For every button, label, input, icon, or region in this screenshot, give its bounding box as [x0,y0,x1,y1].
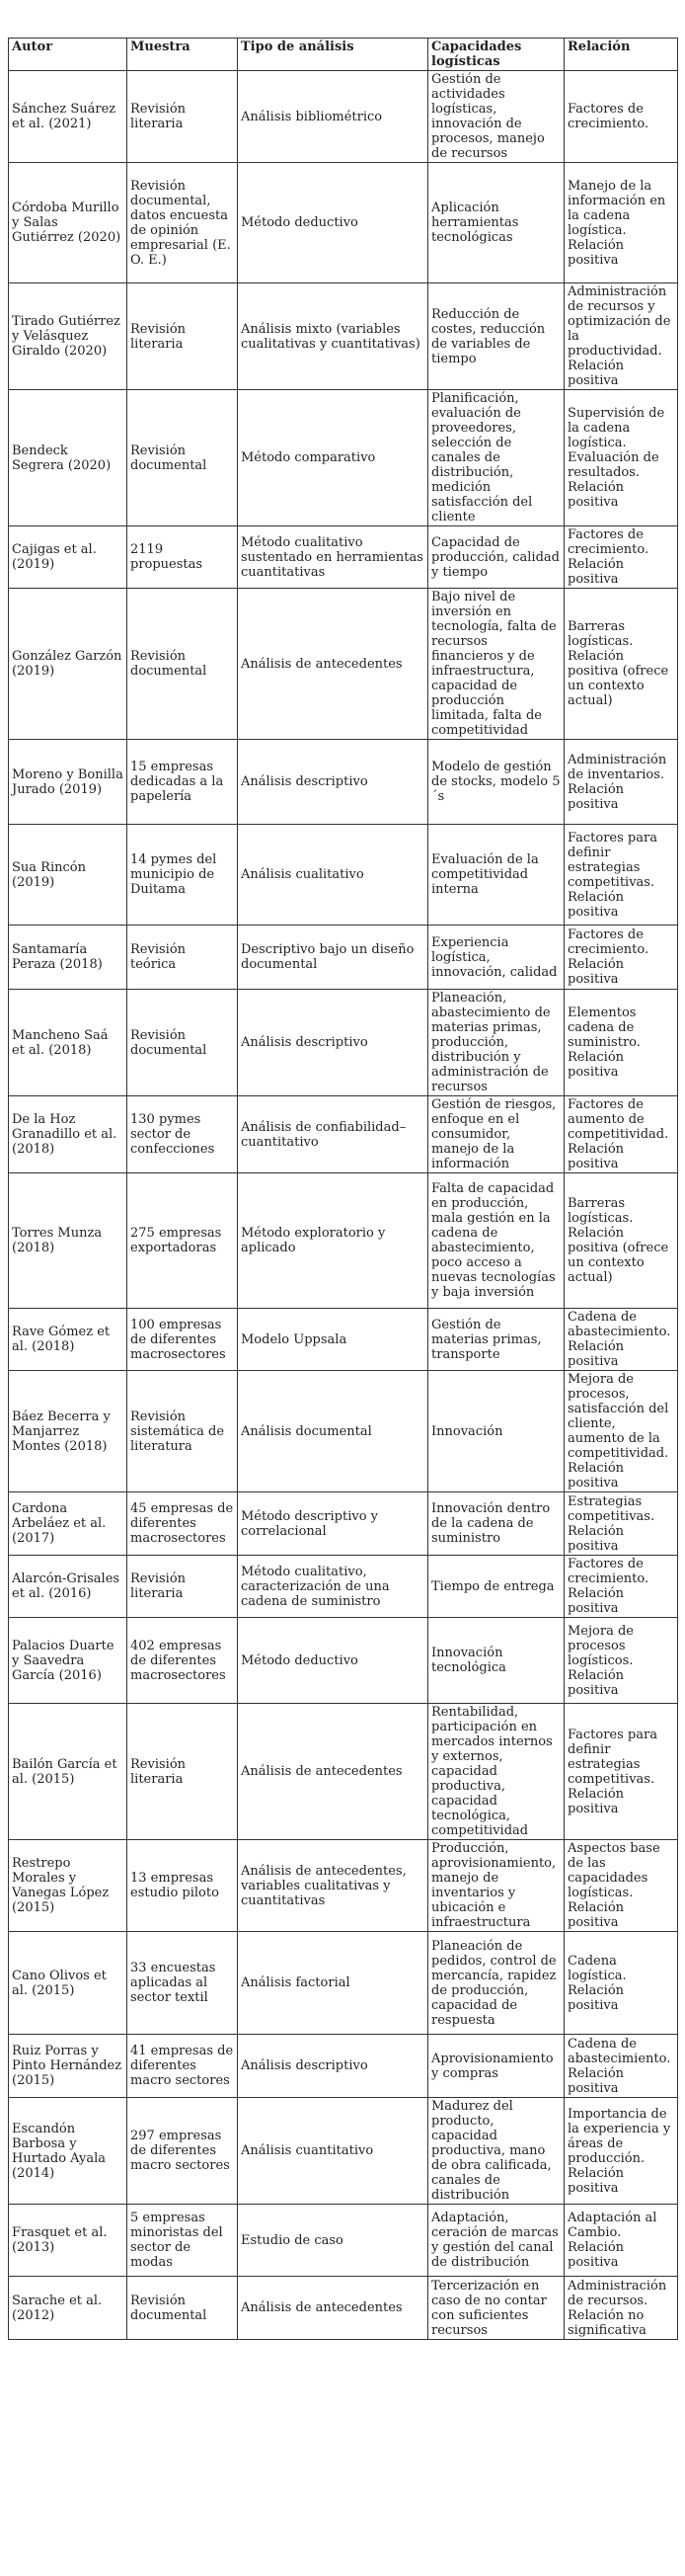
cell-relation: Administración de recursos y optimización de la productividad. Relación positiva [565,283,678,390]
cell-sample: Revisión documental [127,589,238,740]
table-row [9,71,678,163]
table-row [9,2205,678,2277]
cell-author: González Garzón (2019) [9,589,127,740]
cell-capabilities: Modelo de gestión de stocks, modelo 5´s [428,740,565,825]
table-row [9,740,678,825]
cell-sample: 45 empresas de diferentes macrosectores [127,1492,238,1556]
cell-analysis-type: Análisis cuantitativo [238,2098,428,2205]
cell-analysis-type: Análisis de confiabilidad–cuantitativo [238,1096,428,1173]
cell-sample: Revisión literaria [127,1556,238,1618]
table-row [9,2277,678,2340]
cell-author: Córdoba Murillo y Salas Gutiérrez (2020) [9,163,127,283]
table-row [9,1840,678,1932]
cell-sample: 13 empresas estudio piloto [127,1840,238,1932]
cell-sample: Revisión documental [127,2277,238,2340]
header-analysis-type: Tipo de análisis [238,39,428,71]
table-row [9,2035,678,2098]
cell-capabilities: Madurez del producto, capacidad productiva, mano de obra calificada, canales de distribución [428,2098,565,2205]
cell-relation: Barreras logísticas. Relación positiva (ofrece un contexto actual) [565,589,678,740]
cell-relation: Elementos cadena de suministro. Relación positiva [565,990,678,1096]
cell-author: Sarache et al. (2012) [9,2277,127,2340]
cell-capabilities: Experiencia logística, innovación, calidad [428,926,565,990]
cell-analysis-type: Método descriptivo y correlacional [238,1492,428,1556]
cell-capabilities: Bajo nivel de inversión en tecnología, falta de recursos financieros y de infraestructura, capacidad de producción limitada, falta de competitividad [428,589,565,740]
cell-analysis-type: Método deductivo [238,163,428,283]
cell-analysis-type: Análisis documental [238,1371,428,1492]
table-row [9,1096,678,1173]
cell-sample: 297 empresas de diferentes macro sectores [127,2098,238,2205]
cell-analysis-type: Descriptivo bajo un diseño documental [238,926,428,990]
cell-analysis-type: Estudio de caso [238,2205,428,2277]
cell-relation: Aspectos base de las capacidades logísticas. Relación positiva [565,1840,678,1932]
cell-relation: Adaptación al Cambio. Relación positiva [565,2205,678,2277]
cell-analysis-type: Método cualitativo, caracterización de una cadena de suministro [238,1556,428,1618]
header-author: Autor [9,39,127,71]
cell-capabilities: Gestión de actividades logísticas, innovación de procesos, manejo de recursos [428,71,565,163]
cell-capabilities: Aprovisionamiento y compras [428,2035,565,2098]
cell-author: Cano Olivos et al. (2015) [9,1932,127,2035]
cell-capabilities: Planificación, evaluación de proveedores, selección de canales de distribución, medición satisfacción del cliente [428,390,565,526]
cell-author: Báez Becerra y Manjarrez Montes (2018) [9,1371,127,1492]
cell-sample: 2119 propuestas [127,526,238,589]
header-sample: Muestra [127,39,238,71]
cell-author: Rave Gómez et al. (2018) [9,1309,127,1371]
cell-author: Tirado Gutiérrez y Velásquez Giraldo (2020) [9,283,127,390]
cell-author: Palacios Duarte y Saavedra García (2016) [9,1618,127,1704]
table-row [9,1371,678,1492]
cell-author: Frasquet et al. (2013) [9,2205,127,2277]
cell-relation: Administración de inventarios. Relación positiva [565,740,678,825]
table-row [9,526,678,589]
cell-relation: Factores de aumento de competitividad. Relación positiva [565,1096,678,1173]
cell-relation: Supervisión de la cadena logística. Evaluación de resultados. Relación positiva [565,390,678,526]
table-row [9,825,678,926]
cell-relation: Administración de recursos. Relación no significativa [565,2277,678,2340]
cell-sample: 402 empresas de diferentes macrosectores [127,1618,238,1704]
cell-author: Mancheno Saá et al. (2018) [9,990,127,1096]
cell-analysis-type: Análisis bibliométrico [238,71,428,163]
cell-capabilities: Gestión de materias primas, transporte [428,1309,565,1371]
cell-sample: 5 empresas minoristas del sector de modas [127,2205,238,2277]
table-row [9,1704,678,1840]
cell-relation: Manejo de la información en la cadena logística. Relación positiva [565,163,678,283]
cell-capabilities: Planeación de pedidos, control de mercancía, rapidez de producción, capacidad de respuesta [428,1932,565,2035]
cell-analysis-type: Análisis de antecedentes [238,589,428,740]
cell-analysis-type: Análisis descriptivo [238,740,428,825]
cell-analysis-type: Análisis factorial [238,1932,428,2035]
table-row [9,1932,678,2035]
cell-author: Santamaría Peraza (2018) [9,926,127,990]
cell-relation: Factores de crecimiento. Relación positiva [565,526,678,589]
cell-sample: Revisión teórica [127,926,238,990]
table-row [9,926,678,990]
cell-analysis-type: Método cualitativo sustentado en herramientas cuantitativas [238,526,428,589]
cell-relation: Factores de crecimiento. [565,71,678,163]
cell-capabilities: Tercerización en caso de no contar con suficientes recursos [428,2277,565,2340]
table-row [9,163,678,283]
table-row [9,1556,678,1618]
cell-capabilities: Capacidad de producción, calidad y tiempo [428,526,565,589]
cell-analysis-type: Análisis de antecedentes [238,2277,428,2340]
cell-relation: Cadena de abastecimiento. Relación positiva [565,2035,678,2098]
cell-sample: 15 empresas dedicadas a la papelería [127,740,238,825]
cell-author: Sánchez Suárez et al. (2021) [9,71,127,163]
header-relation: Relación [565,39,678,71]
table-row [9,1492,678,1556]
cell-sample: 130 pymes sector de confecciones [127,1096,238,1173]
cell-capabilities: Falta de capacidad en producción, mala gestión en la cadena de abastecimiento, poco acceso a nuevas tecnologías y baja inversión [428,1173,565,1309]
cell-capabilities: Planeación, abastecimiento de materias primas, producción, distribución y administración de recursos [428,990,565,1096]
cell-capabilities: Evaluación de la competitividad interna [428,825,565,926]
cell-capabilities: Rentabilidad, participación en mercados internos y externos, capacidad productiva, capacidad tecnológica, competitividad [428,1704,565,1840]
cell-relation: Factores de crecimiento. Relación positiva [565,926,678,990]
cell-sample: Revisión documental [127,390,238,526]
cell-sample: Revisión literaria [127,1704,238,1840]
cell-relation: Mejora de procesos logísticos. Relación positiva [565,1618,678,1704]
cell-analysis-type: Análisis mixto (variables cualitativas y cuantitativas) [238,283,428,390]
cell-capabilities: Innovación tecnológica [428,1618,565,1704]
cell-analysis-type: Análisis cualitativo [238,825,428,926]
cell-capabilities: Producción, aprovisionamiento, manejo de inventarios y ubicación e infraestructura [428,1840,565,1932]
cell-relation: Mejora de procesos, satisfacción del cliente, aumento de la competitividad. Relación positiva [565,1371,678,1492]
cell-analysis-type: Modelo Uppsala [238,1309,428,1371]
cell-author: Ruiz Porras y Pinto Hernández (2015) [9,2035,127,2098]
table-row [9,589,678,740]
cell-analysis-type: Análisis descriptivo [238,990,428,1096]
header-row [9,39,678,71]
cell-sample: 275 empresas exportadoras [127,1173,238,1309]
cell-author: Moreno y Bonilla Jurado (2019) [9,740,127,825]
table-row [9,390,678,526]
table-row [9,1309,678,1371]
cell-author: Bailón García et al. (2015) [9,1704,127,1840]
cell-author: Alarcón-Grisales et al. (2016) [9,1556,127,1618]
cell-author: Restrepo Morales y Vanegas López (2015) [9,1840,127,1932]
table-row [9,1618,678,1704]
cell-sample: Revisión literaria [127,71,238,163]
table-row [9,990,678,1096]
cell-capabilities: Aplicación herramientas tecnológicas [428,163,565,283]
cell-capabilities: Reducción de costes, reducción de variables de tiempo [428,283,565,390]
cell-capabilities: Innovación [428,1371,565,1492]
cell-author: Bendeck Segrera (2020) [9,390,127,526]
cell-sample: 14 pymes del municipio de Duitama [127,825,238,926]
cell-capabilities: Gestión de riesgos, enfoque en el consumidor, manejo de la información [428,1096,565,1173]
cell-relation: Estrategias competitivas. Relación positiva [565,1492,678,1556]
cell-relation: Cadena de abastecimiento. Relación positiva [565,1309,678,1371]
cell-sample: 41 empresas de diferentes macro sectores [127,2035,238,2098]
cell-author: Torres Munza (2018) [9,1173,127,1309]
cell-relation: Factores para definir estrategias competitivas. Relación positiva [565,1704,678,1840]
logistics-capabilities-table [8,38,678,2340]
cell-sample: Revisión documental [127,990,238,1096]
cell-analysis-type: Análisis descriptivo [238,2035,428,2098]
cell-analysis-type: Análisis de antecedentes [238,1704,428,1840]
table-row [9,1173,678,1309]
cell-relation: Factores de crecimiento. Relación positiva [565,1556,678,1618]
cell-capabilities: Innovación dentro de la cadena de suministro [428,1492,565,1556]
cell-sample: Revisión sistemática de literatura [127,1371,238,1492]
cell-sample: Revisión literaria [127,283,238,390]
cell-analysis-type: Método deductivo [238,1618,428,1704]
cell-analysis-type: Método comparativo [238,390,428,526]
cell-relation: Barreras logísticas. Relación positiva (ofrece un contexto actual) [565,1173,678,1309]
table-row [9,2098,678,2205]
cell-author: Escandón Barbosa y Hurtado Ayala (2014) [9,2098,127,2205]
cell-sample: 33 encuestas aplicadas al sector textil [127,1932,238,2035]
cell-relation: Factores para definir estrategias competitivas. Relación positiva [565,825,678,926]
cell-author: De la Hoz Granadillo et al. (2018) [9,1096,127,1173]
cell-analysis-type: Método exploratorio y aplicado [238,1173,428,1309]
header-logistic-capabilities: Capacidades logísticas [428,39,565,71]
cell-analysis-type: Análisis de antecedentes, variables cualitativas y cuantitativas [238,1840,428,1932]
cell-relation: Importancia de la experiencia y áreas de producción. Relación positiva [565,2098,678,2205]
cell-capabilities: Adaptación, ceración de marcas y gestión del canal de distribución [428,2205,565,2277]
cell-relation: Cadena logística. Relación positiva [565,1932,678,2035]
cell-capabilities: Tiempo de entrega [428,1556,565,1618]
cell-sample: 100 empresas de diferentes macrosectores [127,1309,238,1371]
table-row [9,283,678,390]
cell-sample: Revisión documental, datos encuesta de opinión empresarial (E. O. E.) [127,163,238,283]
cell-author: Cardona Arbeláez et al. (2017) [9,1492,127,1556]
cell-author: Sua Rincón (2019) [9,825,127,926]
cell-author: Cajigas et al. (2019) [9,526,127,589]
